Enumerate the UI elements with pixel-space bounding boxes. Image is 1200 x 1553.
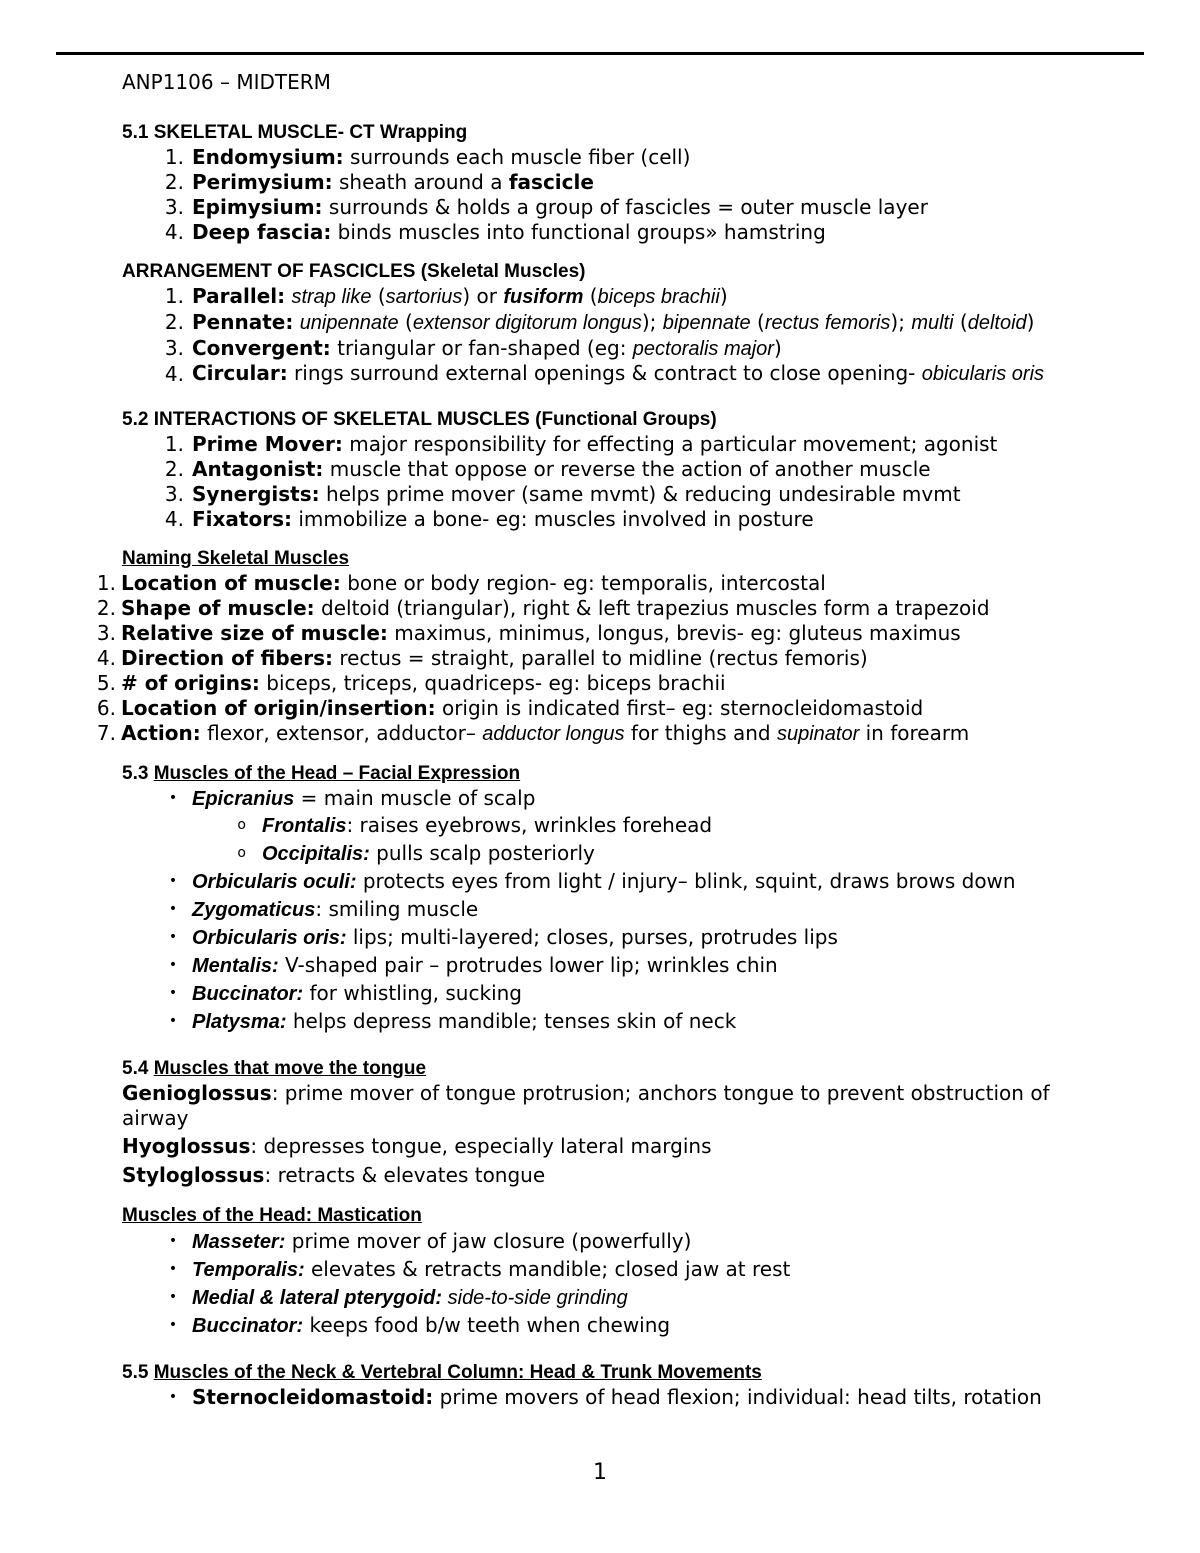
section-title-5-2: 5.2 INTERACTIONS OF SKELETAL MUSCLES (Functional Groups) bbox=[122, 409, 717, 430]
list-item: • Orbicularis oris: lips; multi-layered; closes, purses, protrudes lips bbox=[168, 925, 838, 949]
list-item: 2. Shape of muscle: deltoid (triangular), right & left trapezius muscles form a trapezoid bbox=[96, 596, 990, 620]
list-item: o Frontalis: raises eyebrows, wrinkles forehead bbox=[237, 813, 713, 837]
list-item: • Buccinator: for whistling, sucking bbox=[168, 981, 522, 1005]
list-item: 2. Perimysium: sheath around a fascicle bbox=[164, 170, 594, 194]
list-item: 3. Synergists: helps prime mover (same mvmt) & reducing undesirable mvmt bbox=[164, 482, 961, 506]
list-item: 5. # of origins: biceps, triceps, quadriceps- eg: biceps brachii bbox=[96, 671, 726, 695]
page-number: 1 bbox=[593, 1460, 607, 1485]
list-item: • Epicranius = main muscle of scalp bbox=[168, 786, 536, 810]
tongue-entry: Hyoglossus: depresses tongue, especially lateral margins bbox=[122, 1134, 712, 1158]
list-item: 4. Circular: rings surround external openings & contract to close opening- obicularis oris bbox=[164, 361, 1045, 386]
list-item: 4. Fixators: immobilize a bone- eg: muscles involved in posture bbox=[164, 507, 814, 531]
list-item: • Platysma: helps depress mandible; tenses skin of neck bbox=[168, 1009, 737, 1033]
ct-wrapping-list bbox=[122, 145, 1122, 245]
document-body bbox=[96, 120, 1122, 1410]
list-item: 3. Epimysium: surrounds & holds a group of fascicles = outer muscle layer bbox=[164, 195, 928, 219]
list-item: • Zygomaticus: smiling muscle bbox=[168, 897, 479, 921]
section-title-naming: Naming Skeletal Muscles bbox=[122, 548, 350, 569]
list-item: 3. Relative size of muscle: maximus, minimus, longus, brevis- eg: gluteus maximus bbox=[96, 621, 961, 645]
list-item: 4. Direction of fibers: rectus = straight, parallel to midline (rectus femoris) bbox=[96, 646, 868, 670]
list-item: 1. Prime Mover: major responsibility for effecting a particular movement; agonist bbox=[164, 432, 998, 456]
list-item: 1. Location of muscle: bone or body region- eg: temporalis, intercostal bbox=[96, 571, 826, 595]
list-item: • Masseter: prime mover of jaw closure (powerfully) bbox=[168, 1229, 692, 1253]
list-item: 2. Pennate: unipennate (extensor digitorum longus); bipennate (rectus femoris); multi (deltoid) bbox=[164, 310, 1035, 334]
list-item: • Mentalis: V-shaped pair – protrudes lower lip; wrinkles chin bbox=[168, 953, 778, 977]
list-item: 1. Parallel: strap like (sartorius) or fusiform (biceps brachii) bbox=[164, 284, 728, 308]
naming-list bbox=[96, 571, 1122, 747]
section-title-arrangement: ARRANGEMENT OF FASCICLES (Skeletal Muscles) bbox=[122, 261, 586, 282]
section-title-5-3: 5.3 Muscles of the Head – Facial Expression bbox=[122, 763, 521, 784]
list-item: • Medial & lateral pterygoid: side-to-side grinding bbox=[168, 1287, 628, 1309]
list-item: 1. Endomysium: surrounds each muscle fiber (cell) bbox=[164, 145, 691, 169]
list-item: • Sternocleidomastoid: prime movers of head flexion; individual: head tilts, rotation bbox=[168, 1385, 1042, 1409]
list-item: 6. Location of origin/insertion: origin is indicated first– eg: sternocleidomastoid bbox=[96, 696, 924, 720]
list-item: 7. Action: flexor, extensor, adductor– adductor longus for thighs and supinator in forearm bbox=[96, 721, 970, 745]
section-title-5-5: 5.5 Muscles of the Neck & Vertebral Column: Head & Trunk Movements bbox=[122, 1362, 762, 1383]
top-rule bbox=[56, 52, 1144, 55]
list-item: • Orbicularis oculi: protects eyes from light / injury– blink, squint, draws brows down bbox=[168, 869, 1016, 893]
list-item: o Occipitalis: pulls scalp posteriorly bbox=[237, 841, 595, 865]
section-title-5-4: 5.4 Muscles that move the tongue bbox=[122, 1058, 427, 1079]
list-item: 2. Antagonist: muscle that oppose or reverse the action of another muscle bbox=[164, 457, 931, 481]
section-title-5-1: 5.1 SKELETAL MUSCLE- CT Wrapping bbox=[122, 122, 468, 143]
list-item: 4. Deep fascia: binds muscles into functional groups» hamstring bbox=[164, 220, 826, 244]
page-header: ANP1106 – MIDTERM bbox=[122, 70, 331, 94]
list-item: 3. Convergent: triangular or fan-shaped (eg: pectoralis major) bbox=[164, 336, 782, 360]
tongue-entry: Styloglossus: retracts & elevates tongue bbox=[122, 1163, 546, 1187]
section-title-mastication: Muscles of the Head: Mastication bbox=[122, 1205, 422, 1226]
tongue-entry: Genioglossus: prime mover of tongue protrusion; anchors tongue to prevent obstruction of airway bbox=[122, 1081, 1050, 1130]
list-item: • Temporalis: elevates & retracts mandible; closed jaw at rest bbox=[168, 1257, 791, 1281]
list-item: • Buccinator: keeps food b/w teeth when chewing bbox=[168, 1313, 671, 1337]
